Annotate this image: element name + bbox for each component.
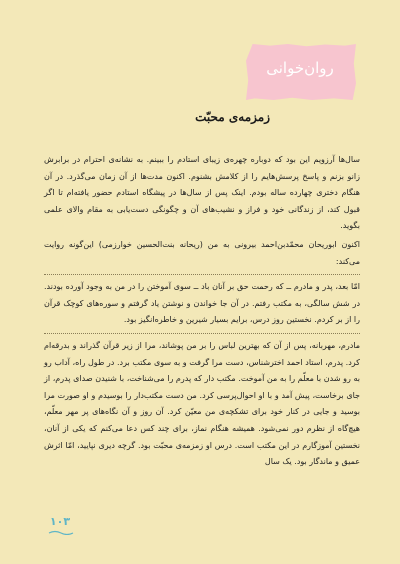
lesson-body (44, 152, 360, 471)
paragraph-1: سال‌ها آرزویم این بود که دوباره چهره‌ی زیبای استادم را ببینم. به نشانه‌ی احترام در برابرش زانو بزنم و پاسخ پرسش‌هایم را از کلامش بشنوم. اکنون مدت‌ها از آن زمان می‌گذرد. در آن هنگام دختری چهارده ساله بودم. اینک پس از سال‌ها در پیشگاه استادم حضور یافته‌ام تا اگر قبول کند، از زندگانی خود و فراز و نشیب‌های آن و چگونگی دست‌یابی به مقام والای علمی بگوید. (44, 155, 360, 231)
page-number-ornament-icon (48, 530, 74, 535)
paragraph-3: امّا بعد، پدر و مادرم ــ که رحمت حق بر آنان باد ــ سوی آموختن را در من به وجود آورده بودند. در شش سالگی، به مکتب رفتم. در آن جا خواندن و نوشتن یاد گرفتم و سوره‌های کوچک قرآن را از بر کردم. نخستین روز درس، برایم بسیار شیرین و خاطره‌انگیز بود. (44, 282, 360, 325)
paragraph-2: اکنون ابوریحان محمّدبن‌احمد بیرونی به من (ریحانه بنت‌الحسین خوارزمی) این‌گونه روایت می‌کند: (44, 239, 360, 266)
lesson-title: زمزمه‌ی محبّت (195, 110, 270, 124)
section-label: روان‌خوانی (266, 59, 334, 77)
dotted-separator (44, 274, 360, 275)
dotted-separator (44, 333, 360, 334)
page-number: ۱۰۳ (49, 515, 71, 528)
paragraph-4: مادرم، مهربانه، پس از آن که بهترین لباس را بر من پوشاند، مرا از زیر قرآن گذراند و بدرقه‌ام کرد. پدرم، استاد احمد اخترشناس، دست مرا گرفت و به سوی مکتب برد. در طول راه، آداب رو به رو شدن با معلّم را به من آموخت. مکتب دار که پدرم را می‌شناخت، با شنیدن صدای پدرم، از جای برخاست، پیش آمد و با او احوال‌پرسی کرد. من دست مکتب‌دار را بوسیدم و او صورت مرا بوسید و جایی در کنار خود برای تشکچه‌ی من معیّن کرد. آن روز و آن نگاه‌های پر مهر معلّم، هیچ‌گاه از نظرم دور نمی‌شود. همیشه هنگام نماز، برای چند کس دعا می‌کنم که یکی از آنان، نخستین آموزگارم در این مکتب است. درس او زمزمه‌ی محبّت بود. گرچه دیری نپایید، امّا اثرش عمیق و ماندگار بود. یک سال (44, 340, 360, 467)
page-number-block (46, 515, 74, 535)
